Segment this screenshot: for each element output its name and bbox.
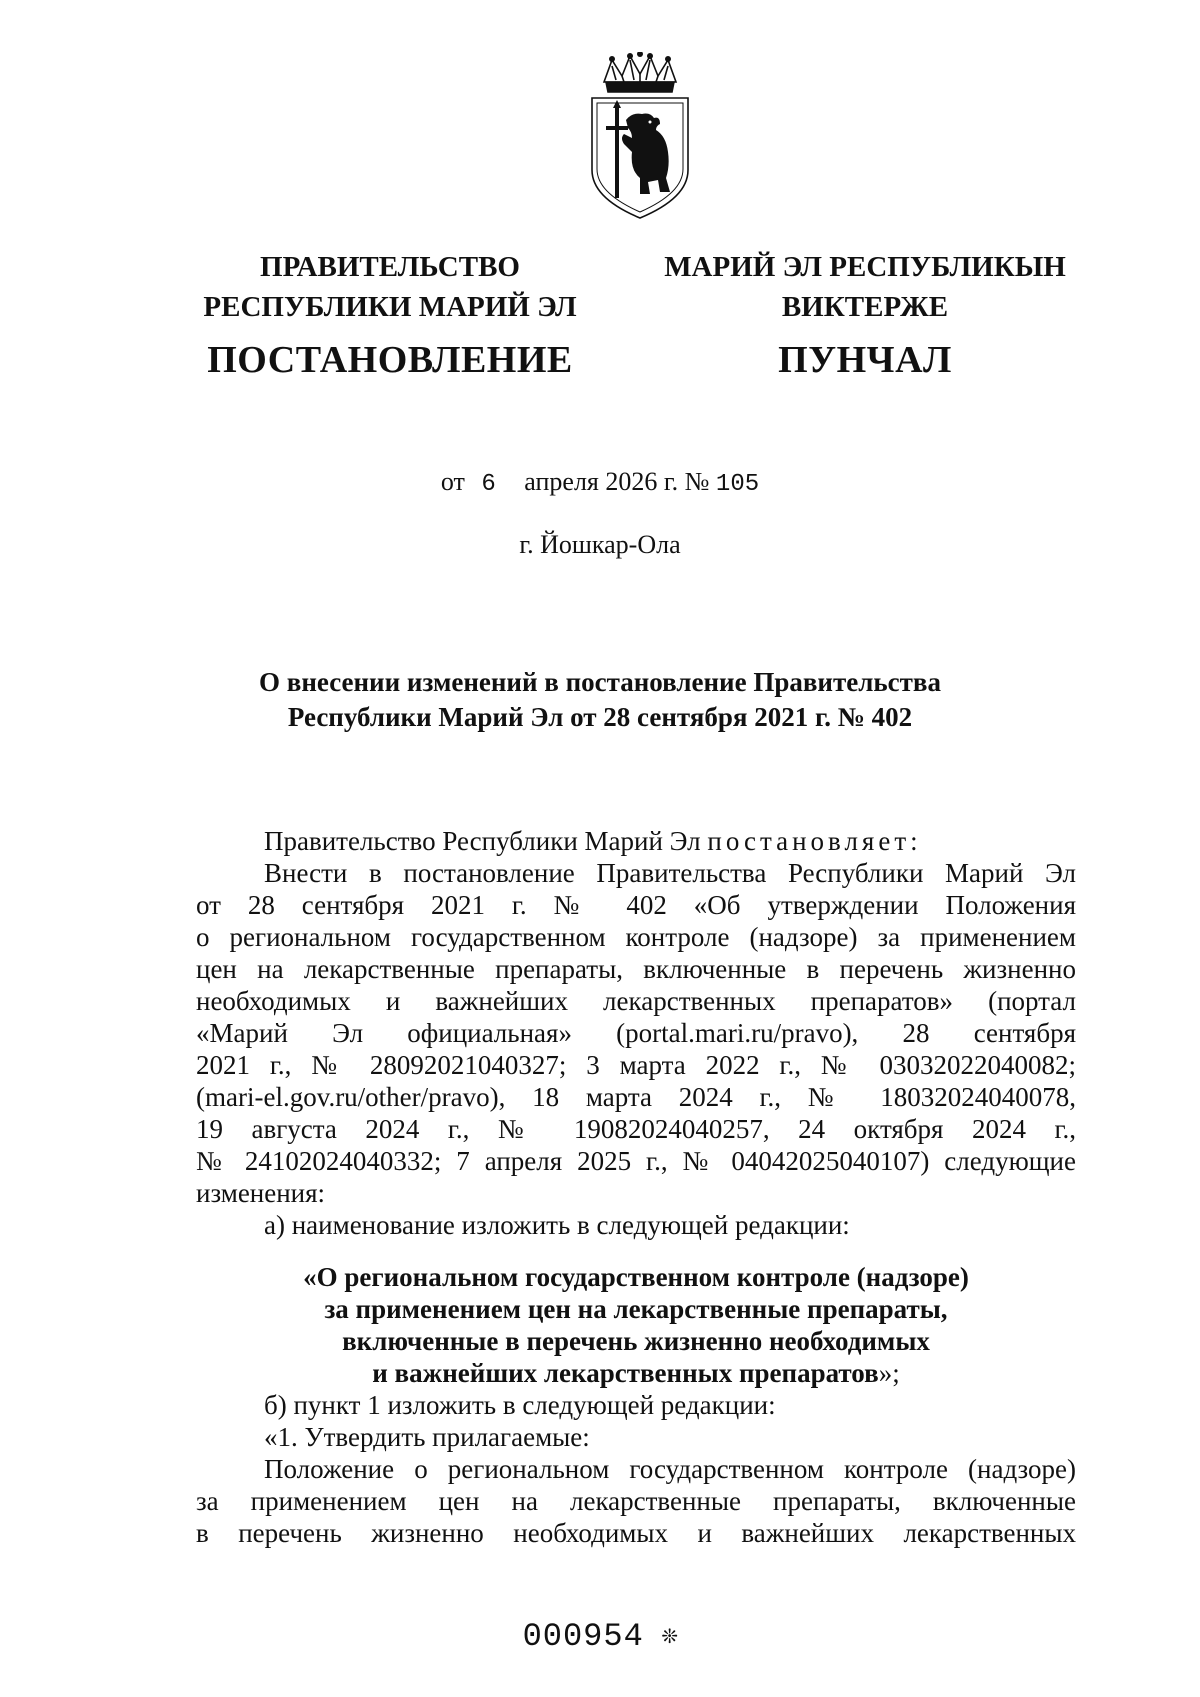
title-line2: Республики Марий Эл от 28 сентября 2021 г. № 402	[287, 702, 913, 732]
header-right	[640, 247, 1090, 385]
quoted-new-title	[196, 1261, 1076, 1389]
quote-line-last	[196, 1357, 1076, 1389]
preamble-decree-word: постановляет:	[707, 826, 922, 856]
header-right-doc-type: ПУНЧАЛ	[778, 339, 952, 381]
body-line: 19 августа 2024 г., № 19082024040257, 24 октября 2024 г.,	[196, 1114, 1076, 1144]
body-line: Положение о региональном государственном контроле (надзоре)	[264, 1454, 1076, 1484]
header-right-line2: ВИКТЕРЖЕ	[781, 291, 949, 323]
document-title	[200, 665, 1000, 735]
header-left-line1: ПРАВИТЕЛЬСТВО	[260, 251, 520, 283]
body-line: 2021 г., № 28092021040327; 3 марта 2022 г., № 03032022040082;	[196, 1050, 1076, 1080]
quote-line: «О региональном государственном контроле (надзоре)	[303, 1262, 969, 1292]
title-line1: О внесении изменений в постановление Правительства	[259, 667, 941, 697]
item-b: б) пункт 1 изложить в следующей редакции:	[264, 1390, 776, 1420]
asterisk-mark-icon: ❊	[661, 1621, 678, 1651]
body-line: необходимых и важнейших лекарственных препаратов» (портал	[196, 986, 1076, 1016]
body-line: за применением цен на лекарственные препараты, включенные	[196, 1486, 1076, 1516]
body-line: цен на лекарственные препараты, включенные в перечень жизненно	[196, 954, 1076, 984]
document-body	[196, 825, 1076, 1549]
body-line: от 28 сентября 2021 г. № 402 «Об утверждении Положения	[196, 890, 1076, 920]
quote-line-text: и важнейших лекарственных препаратов	[372, 1358, 879, 1388]
document-number: 105	[715, 471, 760, 498]
body-line: № 24102024040332; 7 апреля 2025 г., № 04042025040107) следующие	[196, 1146, 1076, 1176]
item-a: а) наименование изложить в следующей редакции:	[264, 1210, 850, 1240]
date-month-year: апреля 2026 г. №	[524, 467, 710, 496]
header-left	[175, 247, 605, 385]
header-right-line1: МАРИЙ ЭЛ РЕСПУБЛИКЫН	[664, 251, 1066, 283]
body-line: (mari-el.gov.ru/other/pravo), 18 марта 2024 г., № 18032024040078,	[196, 1082, 1076, 1112]
document-city: г. Йошкар-Ола	[519, 530, 681, 559]
coat-of-arms-emblem	[586, 52, 694, 222]
header-left-doc-type: ПОСТАНОВЛЕНИЕ	[207, 339, 573, 381]
quote-end: »;	[878, 1358, 900, 1388]
preamble-text: Правительство Республики Марий Эл	[264, 826, 701, 856]
body-line: в перечень жизненно необходимых и важнейших лекарственных	[196, 1518, 1076, 1548]
date-day: 6	[481, 471, 496, 498]
body-line: «Марий Эл официальная» (portal.mari.ru/pravo), 28 сентября	[196, 1018, 1076, 1048]
body-line: Внести в постановление Правительства Республики Марий Эл	[264, 858, 1076, 888]
body-line: о региональном государственном контроле (надзоре) за применением	[196, 922, 1076, 952]
quote-line: включенные в перечень жизненно необходимых	[342, 1326, 930, 1356]
quote-line: за применением цен на лекарственные препараты,	[324, 1294, 948, 1324]
body-line: изменения:	[196, 1178, 326, 1208]
header-left-line2: РЕСПУБЛИКИ МАРИЙ ЭЛ	[203, 291, 577, 323]
document-date-line	[0, 467, 1200, 498]
form-serial-number	[0, 1618, 1200, 1655]
preamble	[196, 825, 1076, 857]
serial-number: 000954	[522, 1618, 644, 1655]
date-prefix: от	[440, 467, 465, 496]
point-1-start: «1. Утвердить прилагаемые:	[264, 1422, 590, 1452]
